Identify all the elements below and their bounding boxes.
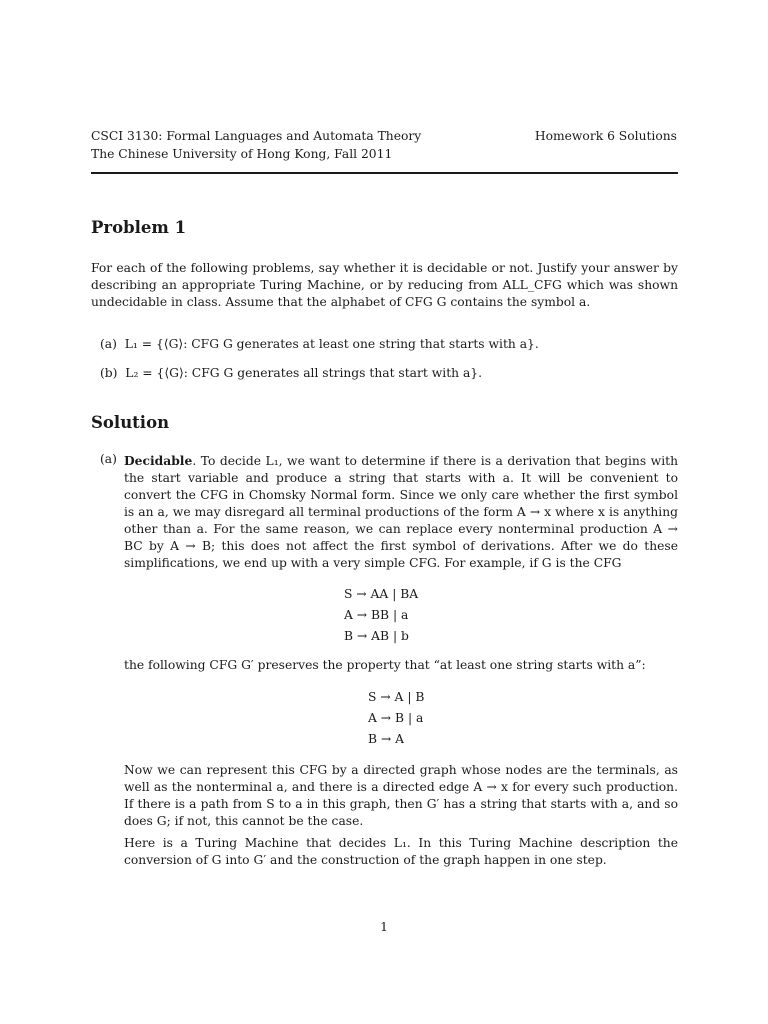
mid-paragraph: the following CFG G′ preserves the property that “at least one string starts with a”: bbox=[124, 658, 646, 672]
grammar-g-prime bbox=[368, 687, 424, 750]
decidable-keyword: Decidable bbox=[124, 453, 193, 468]
header-rule bbox=[91, 172, 678, 174]
header-doc-title: Homework 6 Solutions bbox=[534, 129, 677, 143]
solution-heading: Solution bbox=[91, 413, 170, 432]
course-title: CSCI 3130: Formal Languages and Automata Theory bbox=[91, 129, 422, 143]
grammar-rule: A → B | a bbox=[368, 711, 424, 725]
problem-intro: For each of the following problems, say whether it is decidable or not. Justify your answer by describing an appropriate Turing Machine, or by reducing from ALL_CFG which was shown undecidable in class. Assume that the alphabet of CFG G contains the symbol a. bbox=[91, 261, 678, 309]
header-left bbox=[91, 127, 421, 163]
grammar-rule: S → AA | BA bbox=[344, 587, 419, 601]
item-text: L₁ = {⟨G⟩: CFG G generates at least one string that starts with a}. bbox=[124, 337, 539, 351]
grammar-rule: S → A | B bbox=[368, 690, 425, 704]
solution-a-text bbox=[124, 452, 678, 572]
grammar-rule: B → AB | b bbox=[344, 629, 409, 643]
graph-paragraph: Now we can represent this CFG by a directed graph whose nodes are the terminals, as well as the nonterminal a, and there is a directed edge A → x for every such production. If there is a path from S to a in this graph, then G′ has a string that starts with a, and so does G; if not, this cannot be the case. bbox=[124, 763, 678, 828]
page-number: 1 bbox=[380, 920, 388, 934]
solution-a-body: . To decide L₁, we want to determine if there is a derivation that begins with the start variable and produce a string that starts with a. It will be convenient to convert the CFG in Chomsky Normal form. Since we only care whether the first symbol is an a, we may disregard all terminal productions of the form A → x where x is anything other than a. For the same reason, we can replace every nonterminal production A → BC by A → B; this does not affect the first symbol of derivations. After we do these simplifications, we end up with a very simple CFG. For example, if G is the CFG bbox=[124, 454, 678, 570]
problem-item-b bbox=[100, 365, 482, 382]
item-label: (b) bbox=[100, 366, 118, 380]
item-label: (a) bbox=[100, 337, 117, 351]
grammar-g bbox=[344, 584, 418, 647]
solution-part-a bbox=[100, 452, 678, 572]
grammar-rule: B → A bbox=[368, 732, 405, 746]
problem-heading: Problem 1 bbox=[91, 218, 187, 237]
tm-paragraph: Here is a Turing Machine that decides L₁. In this Turing Machine description the conversion of G into G′ and the construction of the graph happen in one step. bbox=[124, 836, 678, 867]
item-text: L₂ = {⟨G⟩: CFG G generates all strings that start with a}. bbox=[125, 366, 483, 380]
solution-label: (a) bbox=[100, 452, 117, 466]
problem-item-a bbox=[100, 336, 539, 353]
grammar-rule: A → BB | a bbox=[344, 608, 409, 622]
university-term: The Chinese University of Hong Kong, Fall 2011 bbox=[91, 147, 393, 161]
